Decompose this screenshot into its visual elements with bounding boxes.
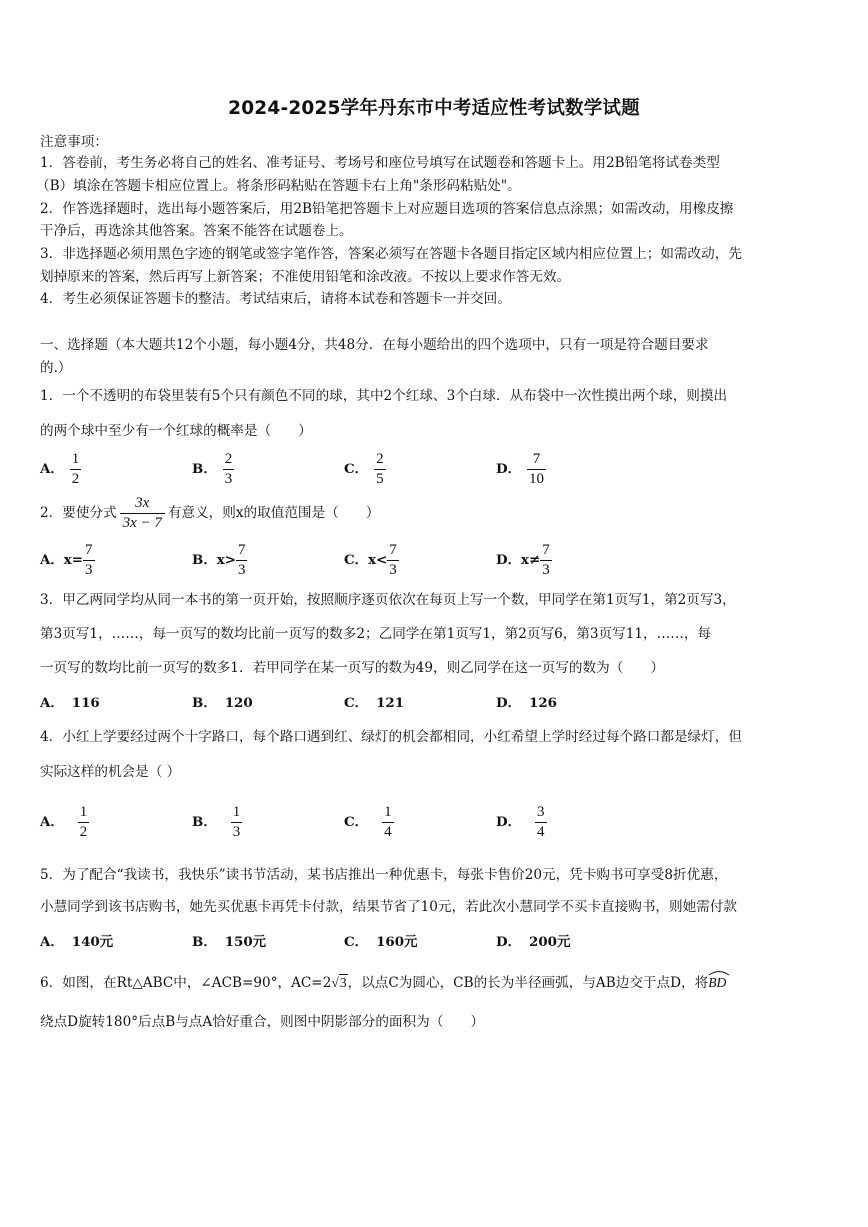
q1-option-d: D． $\frac{7}{10}$ (496, 451, 545, 487)
q3-option-a: A． 116 (40, 695, 100, 711)
question-1-text: 1．一个不透明的布袋里装有5个只有颜色不同的球，其中2个红球、3个白球．从布袋中一次性摸出两个球，则摸出 (40, 388, 728, 404)
question-6-text: 6．如图，在Rt△ABC中，∠ACB=90°，AC=2√3，以点C为圆心，CB的长为半径画弧，与AB边交于点D，将 BD (40, 974, 726, 992)
question-4-text: 4．小红上学要经过两个十字路口，每个路口遇到红、绿灯的机会都相同，小红希望上学时经过每个路口都是绿灯，但 (40, 729, 742, 745)
section-heading-cont: 的.） (40, 360, 72, 376)
q4-option-d: D． $\frac{3}{4}$ (496, 804, 545, 840)
q3-option-b: B． 120 (192, 695, 253, 711)
q5-option-d: D． 200元 (496, 934, 571, 950)
notes-line: （B）填涂在答题卡相应位置上。将条形码粘贴在答题卡右上角"条形码粘贴处"。 (36, 178, 521, 194)
notes-line: 3．非选择题必须用黑色字迹的钢笔或签字笔作答，答案必须写在答题卡各题目指定区域内相应位置上；如需改动，先 (40, 246, 742, 262)
q4-option-c: C． $\frac{1}{4}$ (344, 804, 392, 840)
question-1-text-cont: 的两个球中至少有一个红球的概率是（ ） (40, 423, 312, 439)
question-3-text-cont: 一页写的数均比前一页写的数多1．若甲同学在某一页写的数为49，则乙同学在这一页写的数为（ ） (40, 660, 665, 676)
q1-option-a: A． $\frac{1}{2}$ (40, 451, 80, 487)
q5-option-c: C． 160元 (344, 934, 418, 950)
question-4-text-cont: 实际这样的机会是（ ） (40, 764, 181, 780)
arc-bd: BD (708, 974, 726, 992)
q4-option-b: B． $\frac{1}{3}$ (192, 804, 241, 840)
q2-option-a: A．x= $\frac{7}{3}$ (40, 542, 93, 578)
q2-option-d: D．x≠ $\frac{7}{3}$ (496, 542, 550, 578)
notes-line: 4．考生必须保证答题卡的整洁。考试结束后，请将本试卷和答题卡一并交回。 (40, 291, 511, 307)
q2-option-c: C．x< $\frac{7}{3}$ (344, 542, 397, 578)
page-title: 2024-2025学年丹东市中考适应性考试数学试题 (228, 98, 640, 119)
section-heading: 一、选择题（本大题共12个小题，每小题4分，共48分．在每小题给出的四个选项中，只有一项是符合题目要求 (40, 337, 709, 353)
q1-option-b: B． $\frac{2}{3}$ (192, 451, 233, 487)
q4-option-a: A． $\frac{1}{2}$ (40, 804, 88, 840)
notes-line: 1．答卷前，考生务必将自己的姓名、准考证号、考场号和座位号填写在试题卷和答题卡上。用2B铅笔将试卷类型 (40, 155, 720, 171)
q3-option-d: D． 126 (496, 695, 557, 711)
q2-option-b: B．x> $\frac{7}{3}$ (192, 542, 246, 578)
notes-line: 干净后，再选涂其他答案。答案不能答在试题卷上。 (40, 223, 353, 239)
question-5-text: 5．为了配合“我读书，我快乐”读书节活动，某书店推出一种优惠卡，每张卡售价20元，凭卡购书可享受8折优惠， (40, 867, 728, 883)
question-2-text: 2．要使分式 $\frac{3x}{3x - 7}$ 有意义，则x的取值范围是（ ） (40, 495, 380, 531)
sqrt-symbol: √3 (331, 975, 347, 990)
notes-line: 划掉原来的答案，然后再写上新答案；不准使用铅笔和涂改液。不按以上要求作答无效。 (40, 269, 571, 285)
question-6-text-cont: 绕点D旋转180°后点B与点A恰好重合，则图中阴影部分的面积为（ ） (40, 1014, 485, 1030)
q2-fraction: $\frac{3x}{3x - 7}$ (120, 494, 165, 533)
q1-option-c: C． $\frac{2}{5}$ (344, 451, 384, 487)
question-3-text-cont: 第3页写1，……，每一页写的数均比前一页写的数多2；乙同学在第1页写1，第2页写6，第3页写11，……，每 (40, 626, 712, 642)
q5-option-a: A． 140元 (40, 934, 114, 950)
notes-heading: 注意事项： (40, 134, 108, 150)
question-3-text: 3．甲乙两同学均从同一本书的第一页开始，按照顺序逐页依次在每页上写一个数，甲同学在第1页写1，第2页写3， (40, 592, 736, 608)
question-5-text-cont: 小慧同学到该书店购书，她先买优惠卡再凭卡付款，结果节省了10元，若此次小慧同学不买卡直接购书，则她需付款 (40, 899, 737, 915)
q3-option-c: C． 121 (344, 695, 405, 711)
q5-option-b: B． 150元 (192, 934, 267, 950)
notes-line: 2．作答选择题时，选出每小题答案后，用2B铅笔把答题卡上对应题目选项的答案信息点涂黑；如需改动，用橡皮擦 (40, 201, 734, 217)
